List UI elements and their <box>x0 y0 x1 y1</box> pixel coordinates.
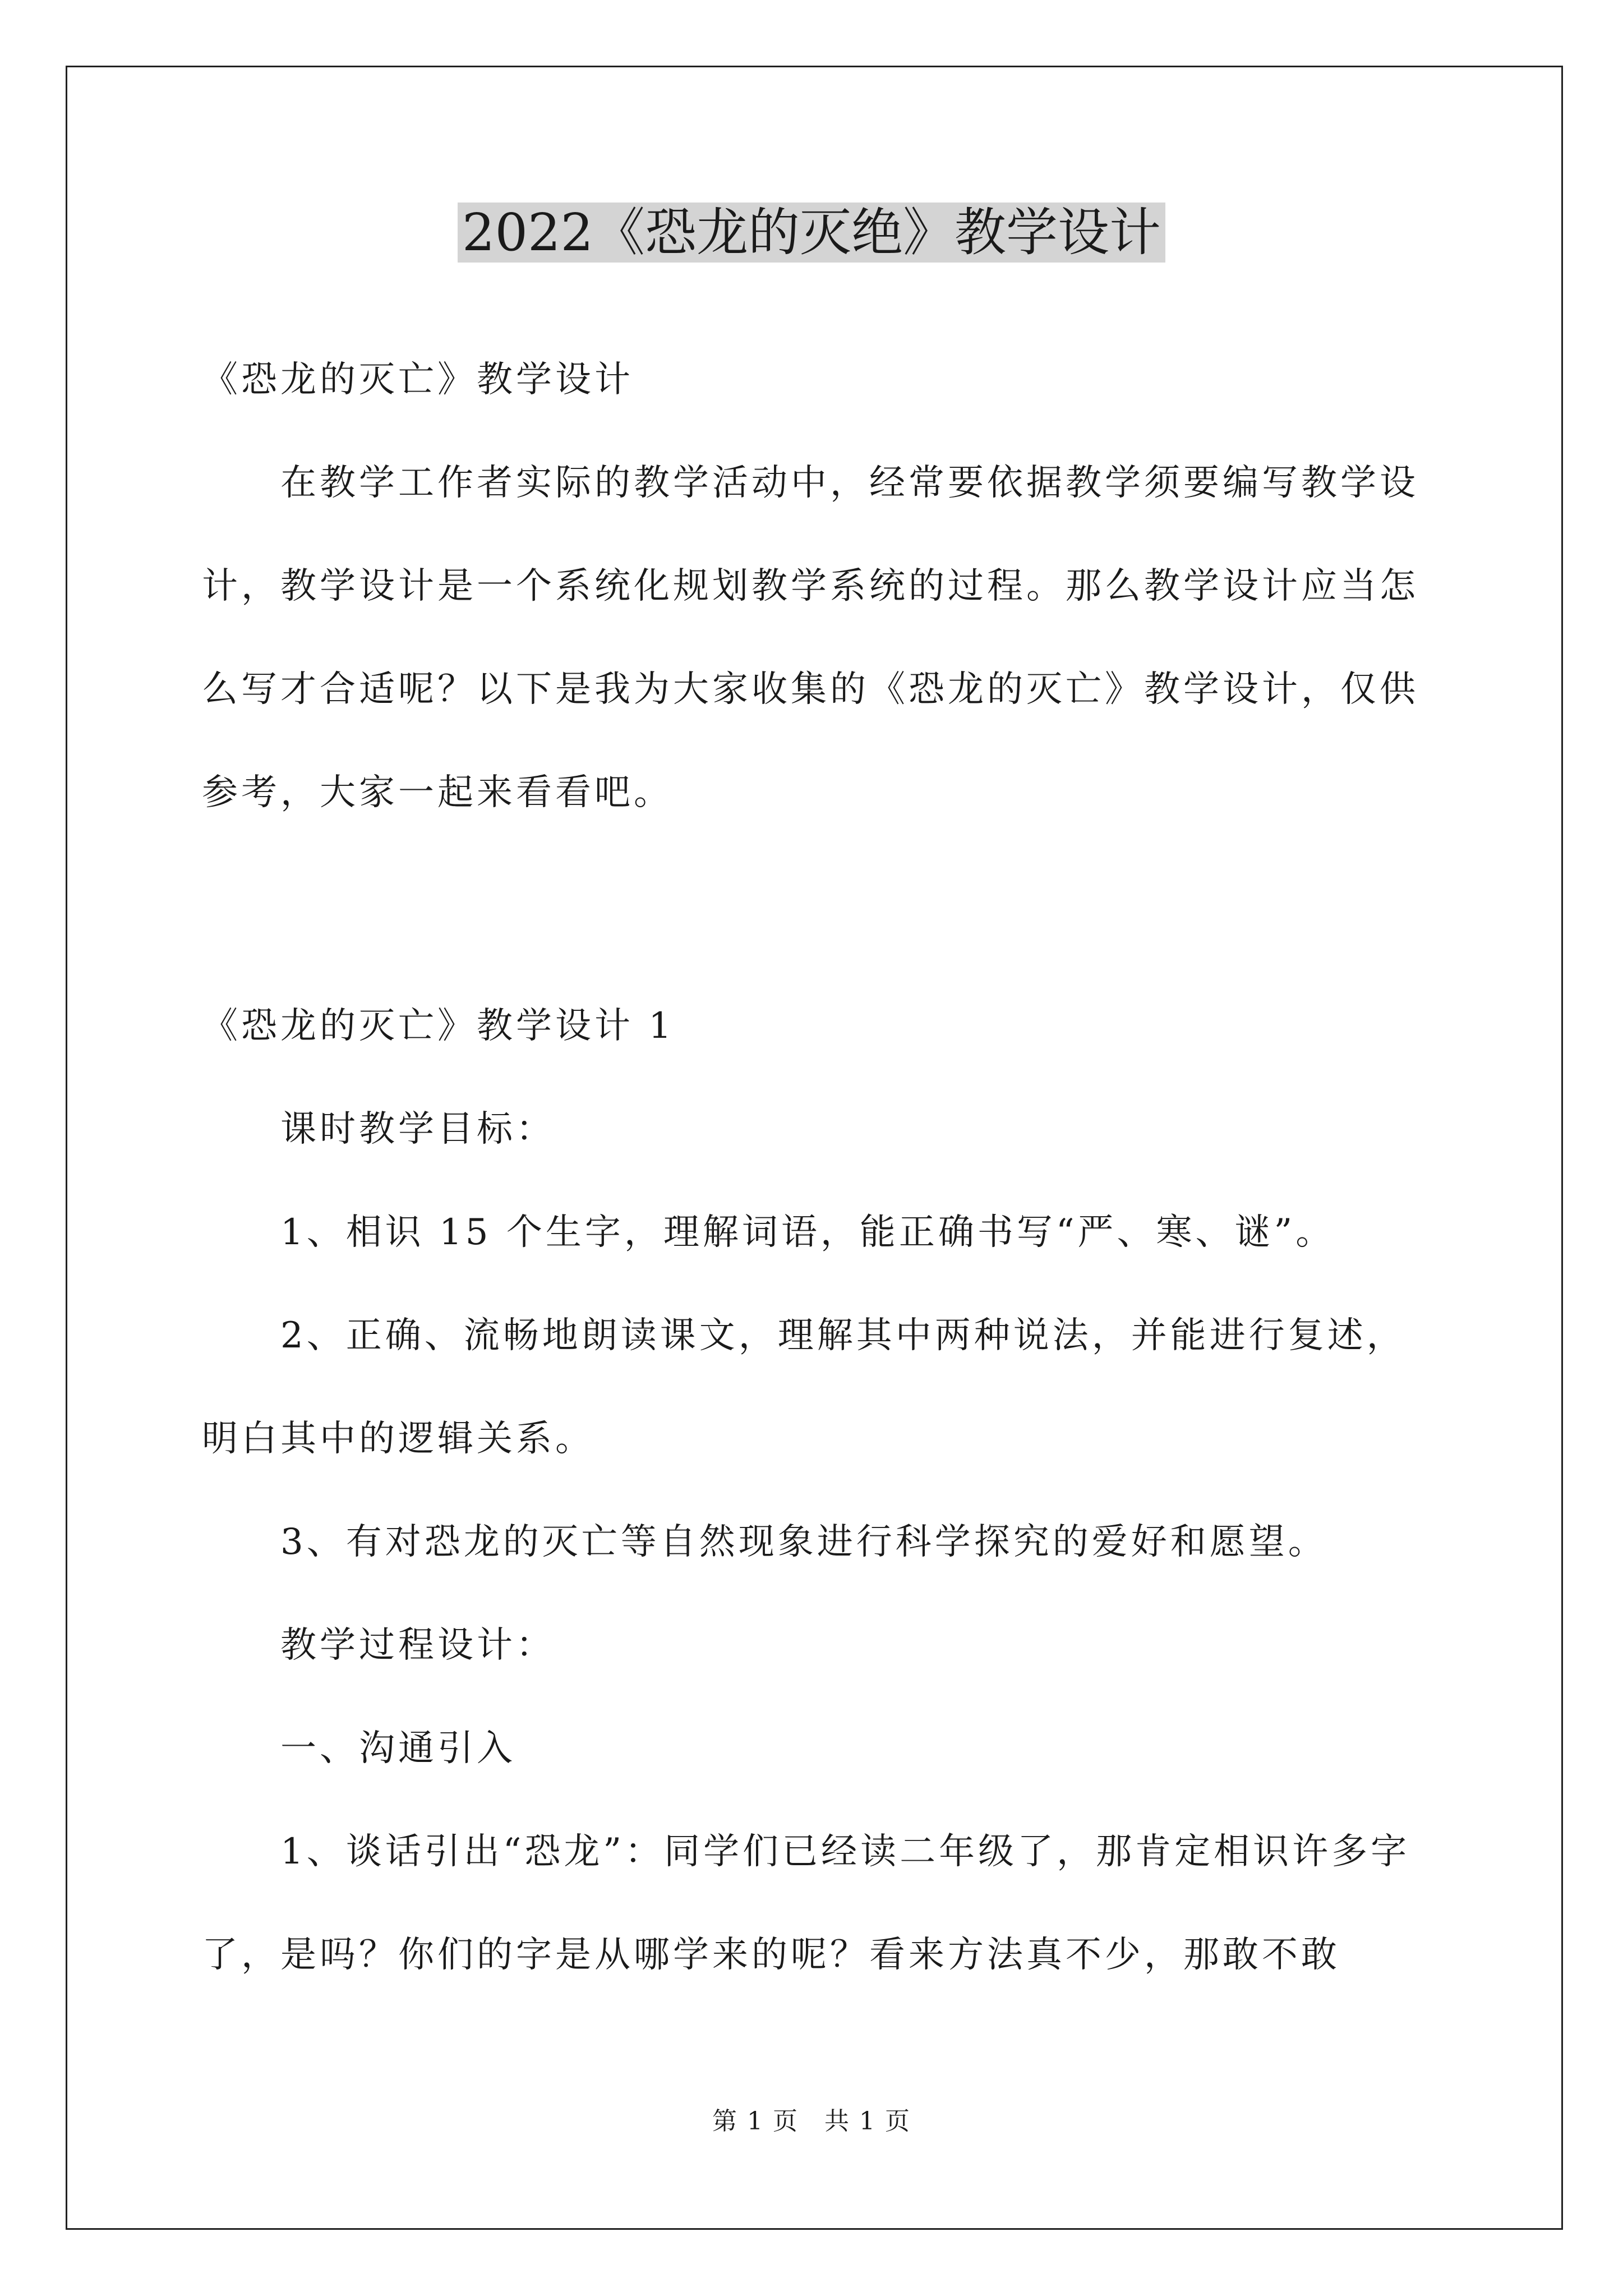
step-1: 1、谈话引出“恐龙”：同学们已经读二年级了，那肯定相识许多字了，是吗？你们的字是从哪学来的呢？看来方法真不少，那敢不敢 <box>202 1831 1410 1976</box>
section-1-heading: 一、沟通引入 <box>280 1728 516 1769</box>
document-title <box>0 194 1623 272</box>
goals-label: 课时教学目标： <box>280 1108 555 1150</box>
document-title-text: 2022《恐龙的灭绝》教学设计 <box>458 203 1165 263</box>
process-label: 教学过程设计： <box>280 1625 555 1666</box>
intro-paragraph: 在教学工作者实际的教学活动中，经常要依据教学须要编写教学设计，教学设计是一个系统化规划教学系统的过程。那么教学设计应当怎么写才合适呢？以下是我为大家收集的《恐龙的灭亡》教学设计，仅供参考，大家一起来看看吧。 <box>202 462 1419 813</box>
heading-design-1: 《恐龙的灭亡》教学设计 1 <box>202 1005 675 1047</box>
heading-dinosaur-design: 《恐龙的灭亡》教学设计 <box>202 359 634 401</box>
goal-3: 3、有对恐龙的灭亡等自然现象进行科学探究的爱好和愿望。 <box>280 1521 1327 1563</box>
goal-1: 1、相识 15 个生字，理解词语，能正确书写“严、寒、谜”。 <box>280 1212 1335 1253</box>
page-footer: 第 1 页 共 1 页 <box>712 2107 911 2136</box>
goal-2: 2、正确、流畅地朗读课文，理解其中两种说法，并能进行复述，明白其中的逻辑关系。 <box>202 1315 1406 1460</box>
